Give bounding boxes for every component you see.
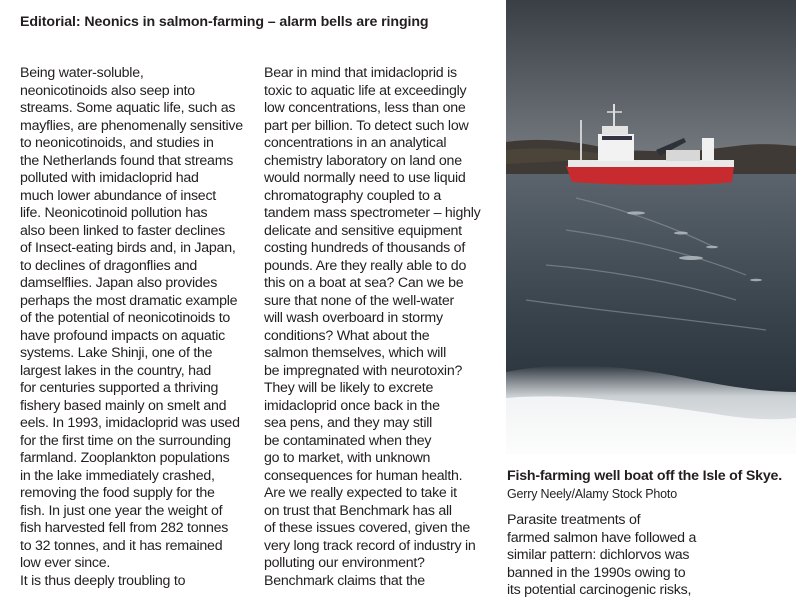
text-line: life. Neonicotinoid pollution has bbox=[20, 205, 208, 221]
text-line: will wash overboard in stormy bbox=[264, 310, 443, 326]
article-title: Editorial: Neonics in salmon-farming – alarm bells are ringing bbox=[20, 14, 429, 30]
text-line: toxic to aquatic life at exceedingly bbox=[264, 82, 467, 99]
photo-caption bbox=[507, 467, 792, 503]
text-line: It is thus deeply troubling to bbox=[20, 572, 186, 589]
text-line: They will be likely to excrete bbox=[264, 380, 434, 396]
boat-photo bbox=[506, 0, 796, 454]
text-line: would normally need to use liquid bbox=[264, 170, 466, 186]
text-line: Being water-soluble, bbox=[20, 65, 144, 81]
text-line: systems. Lake Shinji, one of the bbox=[20, 345, 213, 361]
caption-credit: Gerry Neely/Alamy Stock Photo bbox=[507, 487, 677, 501]
text-line: neonicotinoids also seep into bbox=[20, 82, 195, 99]
article-column-3 bbox=[507, 512, 787, 600]
article-column-1 bbox=[20, 65, 250, 590]
text-line: similar pattern: dichlorvos was bbox=[507, 547, 690, 563]
text-line: mayflies, are phenomenally sensitive bbox=[20, 117, 243, 134]
text-line: polluted with imidacloprid had bbox=[20, 170, 199, 186]
text-line: costing hundreds of thousands of bbox=[264, 240, 466, 256]
text-line: the Netherlands found that streams bbox=[20, 152, 234, 169]
text-line: fish harvested fell from 282 tonnes bbox=[20, 520, 229, 536]
text-line: banned in the 1990s owing to bbox=[507, 564, 686, 581]
text-line: of the potential of neonicotinoids to bbox=[20, 310, 231, 326]
text-line: streams. Some aquatic life, such as bbox=[20, 100, 236, 116]
text-line: to declines of dragonflies and bbox=[20, 257, 198, 274]
text-line: perhaps the most dramatic example bbox=[20, 292, 238, 309]
text-line: Benchmark claims that the bbox=[264, 572, 425, 589]
text-line: also been linked to faster declines bbox=[20, 222, 225, 239]
text-line: be impregnated with neurotoxin? bbox=[264, 362, 463, 379]
text-line: concentrations in an analytical bbox=[264, 135, 447, 151]
text-line: to neonicotinoids, and studies in bbox=[20, 135, 214, 151]
text-line: conditions? What about the bbox=[264, 327, 430, 344]
text-line: farmed salmon have followed a bbox=[507, 529, 697, 546]
text-line: low ever since. bbox=[20, 555, 111, 571]
text-line: low concentrations, less than one bbox=[264, 100, 466, 116]
text-line: fish. In just one year the weight of bbox=[20, 502, 223, 519]
text-line: Parasite treatments of bbox=[507, 512, 641, 528]
text-line: sure that none of the well-water bbox=[264, 292, 454, 309]
text-line: consequences for human health. bbox=[264, 467, 463, 484]
text-line: go to market, with unknown bbox=[264, 450, 431, 466]
text-line: largest lakes in the country, had bbox=[20, 362, 212, 379]
text-line: of these issues covered, given the bbox=[264, 520, 471, 536]
text-line: part per billion. To detect such low bbox=[264, 117, 469, 134]
text-line: tandem mass spectrometer – highly bbox=[264, 205, 481, 221]
text-line: fishery based mainly on smelt and bbox=[20, 397, 227, 414]
text-line: to 32 tonnes, and it has remained bbox=[20, 537, 223, 554]
text-line: Bear in mind that imidacloprid is bbox=[264, 65, 457, 81]
text-line: of Insect-eating birds and, in Japan, bbox=[20, 240, 236, 256]
text-line: for the first time on the surrounding bbox=[20, 432, 231, 449]
text-line: delicate and sensitive equipment bbox=[264, 222, 462, 239]
text-line: imidacloprid once back in the bbox=[264, 397, 440, 414]
text-line: damselflies. Japan also provides bbox=[20, 275, 218, 291]
text-line: in the lake immediately crashed, bbox=[20, 467, 215, 484]
text-line: for centuries supported a thriving bbox=[20, 380, 219, 396]
text-line: Are we really expected to take it bbox=[264, 485, 457, 501]
text-line: removing the food supply for the bbox=[20, 485, 215, 501]
text-line: very long track record of industry in bbox=[264, 537, 476, 554]
text-line: eels. In 1993, imidacloprid was used bbox=[20, 415, 240, 431]
text-line: on trust that Benchmark has all bbox=[264, 502, 452, 519]
text-line: this on a boat at sea? Can we be bbox=[264, 275, 464, 291]
text-line: its potential carcinogenic risks, bbox=[507, 582, 692, 598]
text-line: be contaminated when they bbox=[264, 432, 432, 449]
caption-title: Fish-farming well boat off the Isle of Skye. bbox=[507, 468, 782, 484]
text-line: chemistry laboratory on land one bbox=[264, 152, 462, 169]
text-line: polluting our environment? bbox=[264, 555, 425, 571]
text-line: sea pens, and they may still bbox=[264, 415, 433, 431]
text-line: pounds. Are they really able to do bbox=[264, 257, 467, 274]
text-line: salmon themselves, which will bbox=[264, 345, 446, 361]
text-line: chromatography coupled to a bbox=[264, 187, 442, 204]
text-line: farmland. Zooplankton populations bbox=[20, 450, 230, 466]
article-column-2 bbox=[264, 65, 492, 590]
text-line: have profound impacts on aquatic bbox=[20, 327, 225, 344]
text-line: much lower abundance of insect bbox=[20, 187, 216, 204]
